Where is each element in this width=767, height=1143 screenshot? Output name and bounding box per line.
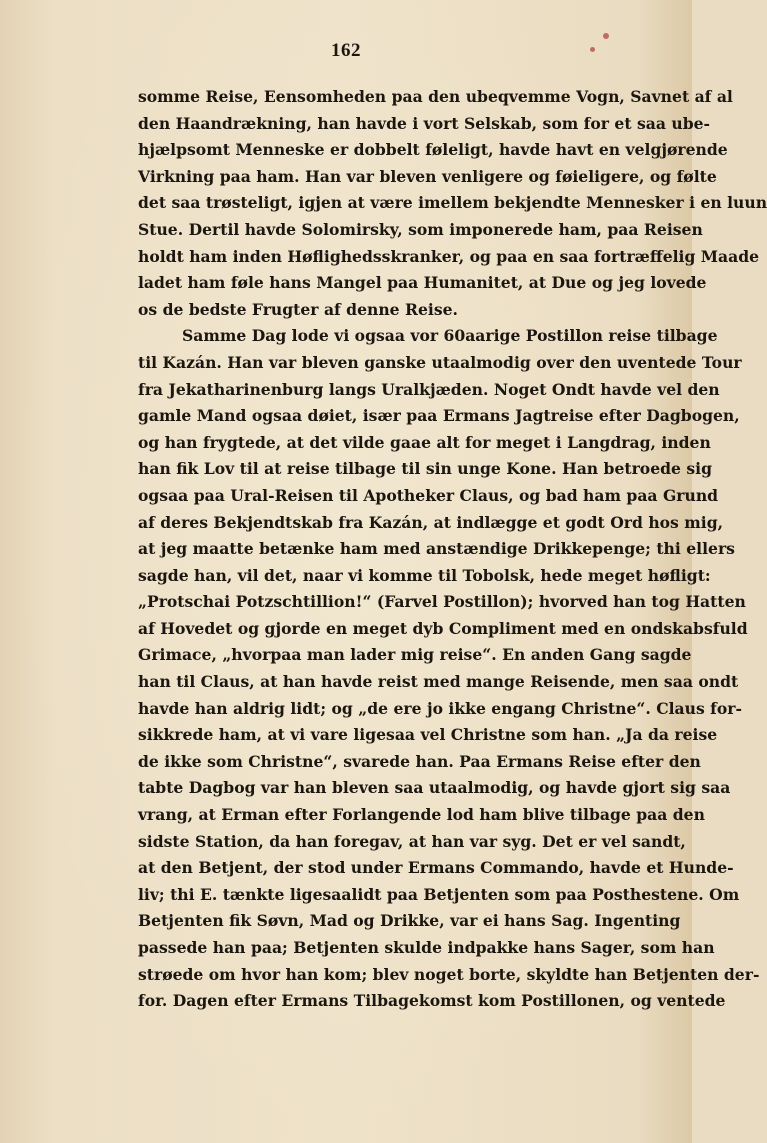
text-line: for. Dagen efter Ermans Tilbagekomst kom Postillonen, og ventede [138,991,726,1011]
text-line: det saa trøsteligt, igjen at være imellem bekjendte Mennesker i en luun [138,193,767,213]
text-line: holdt ham inden Høflighedsskranker, og paa en saa fortræffelig Maade [138,246,760,266]
body-text [138,84,767,1015]
text-line: vrang, at Erman efter Forlangende lod ham blive tilbage paa den [138,805,705,825]
text-line: Samme Dag lode vi ogsaa vor 60aarige Postillon reise tilbage [182,326,718,346]
text-line: de ikke som Christne“, svarede han. Paa Ermans Reise efter den [138,751,701,771]
text-line: „Protschai Potzschtillion!“ (Farvel Postillon); hvorved han tog Hatten [138,592,746,612]
text-line: han til Claus, at han havde reist med mange Reisende, men saa ondt [138,672,739,692]
text-line: han fik Lov til at reise tilbage til sin unge Kone. Han betroede sig [138,459,712,479]
text-line: Stue. Dertil havde Solomirsky, som imponerede ham, paa Reisen [138,219,703,239]
text-line: havde han aldrig lidt; og „de ere jo ikke engang Christne“. Claus for- [138,698,742,718]
ink-stain-mark [603,33,609,39]
text-line: gamle Mand ogsaa døiet, især paa Ermans Jagtreise efter Dagbogen, [138,406,740,426]
text-line: af Hovedet og gjorde en meget dyb Compliment med en ondskabsfuld [138,618,748,638]
text-line: hjælpsomt Menneske er dobbelt føleligt, havde havt en velgjørende [138,140,728,160]
text-line: tabte Dagbog var han bleven saa utaalmodig, og havde gjort sig saa [138,778,731,798]
text-line: os de bedste Frugter af denne Reise. [138,299,458,319]
text-line: liv; thi E. tænkte ligesaalidt paa Betjenten som paa Posthestene. Om [138,884,740,904]
text-line: til Kazán. Han var bleven ganske utaalmodig over den uventede Tour [138,352,742,372]
text-line: at jeg maatte betænke ham med anstændige Drikkepenge; thi ellers [138,539,735,559]
text-line: Grimace, „hvorpaa man lader mig reise“. En anden Gang sagde [138,645,692,665]
page-number: 162 [331,40,361,61]
text-line: passede han paa; Betjenten skulde indpakke hans Sager, som han [138,938,715,957]
text-line: at den Betjent, der stod under Ermans Commando, havde et Hunde- [138,858,734,878]
text-line: sikkrede ham, at vi vare ligesaa vel Christne som han. „Ja da reise [138,725,718,745]
text-line: og han frygtede, at det vilde gaae alt for meget i Langdrag, inden [138,432,711,452]
text-line: Betjenten fik Søvn, Mad og Drikke, var ei hans Sag. Ingenting [138,911,681,931]
text-line: strøede om hvor han kom; blev noget borte, skyldte han Betjenten der- [138,964,760,984]
text-line: den Haandrækning, han havde i vort Selskab, som for et saa ube- [138,113,711,133]
text-line: sagde han, vil det, naar vi komme til Tobolsk, hede meget høfligt: [138,565,711,585]
text-line: sidste Station, da han foregav, at han var syg. Det er vel sandt, [138,831,686,851]
text-line: fra Jekatharinenburg langs Uralkjæden. Noget Ondt havde vel den [138,379,720,399]
text-line: Virkning paa ham. Han var bleven venligere og føieligere, og følte [138,166,717,186]
text-line: somme Reise, Eensomheden paa den ubeqvemme Vogn, Savnet af al [138,87,733,106]
text-line: ladet ham føle hans Mangel paa Humanitet, at Due og jeg lovede [138,273,707,293]
text-line: af deres Bekjendtskab fra Kazán, at indlægge et godt Ord hos mig, [138,512,724,532]
text-line: ogsaa paa Ural-Reisen til Apotheker Claus, og bad ham paa Grund [138,485,719,505]
